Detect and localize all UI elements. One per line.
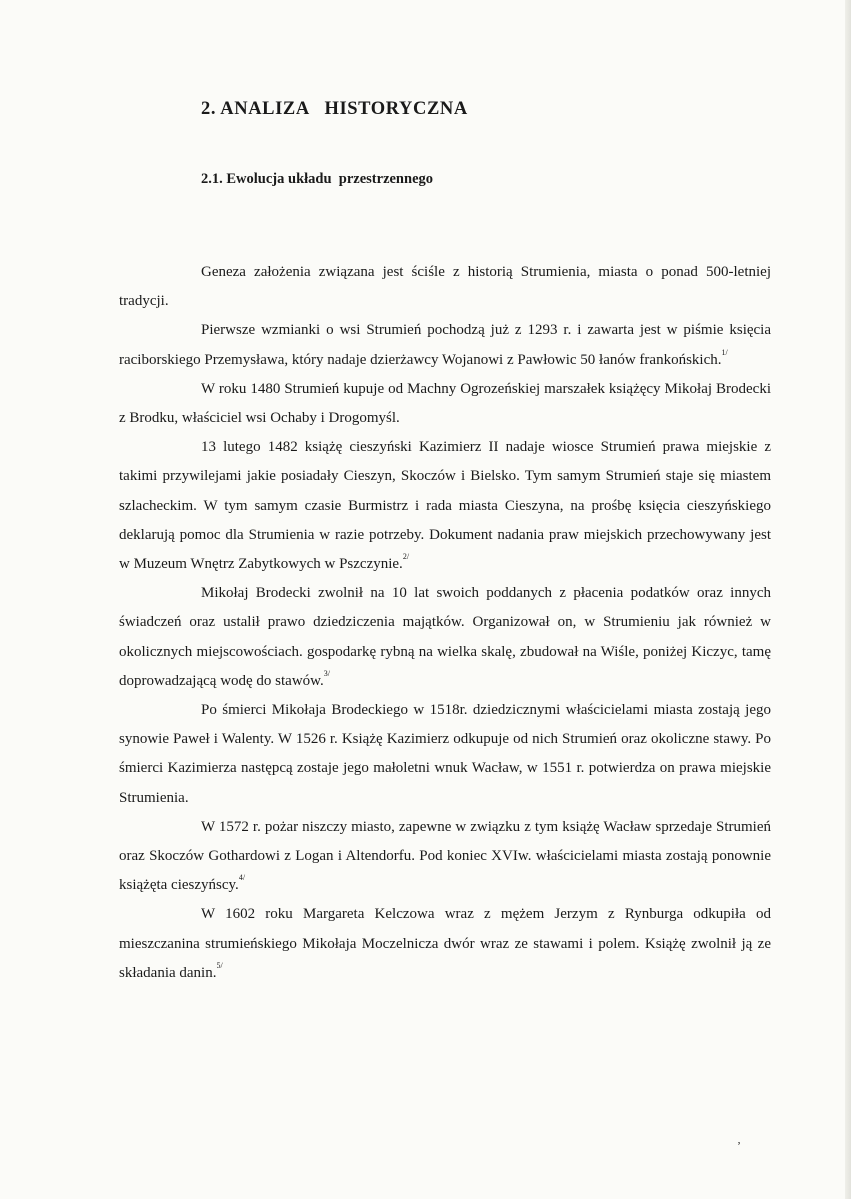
paragraph-text: W 1602 roku Margareta Kelczowa wraz z mężem Jerzym z Rynburga odkupiła od mieszczanina strumieńskiego Mikołaja Moczelnicza dwór wraz ze stawami i polem. Książę zwolnił ją ze składania danin.	[119, 906, 771, 981]
footnote-ref: 4/	[238, 873, 246, 883]
page-edge	[845, 0, 851, 1199]
paragraph	[119, 900, 771, 988]
paragraph-text: 13 lutego 1482 książę cieszyński Kazimierz II nadaje wiosce Strumień prawa miejskie z takimi przywilejami jakie posiadały Cieszyn, Skoczów i Bielsko. Tym samym Strumień staje się miastem szlacheckim. W tym samym czasie Burmistrz i rada miasta Cieszyna, na prośbę księcia cieszyńskiego deklarują pomoc dla Strumienia w razie potrzeby. Dokument nadania praw miejskich przechowywany jest w Muzeum Wnętrz Zabytkowych w Pszczynie.	[119, 439, 771, 573]
paragraph	[119, 696, 771, 813]
paragraph-text: Mikołaj Brodecki zwolnił na 10 lat swoich poddanych z płacenia podatków oraz innych świadczeń oraz ustalił prawo dziedziczenia majątków. Organizował on, w Strumieniu jak również w okolicznych miejscowościach. gospodarkę rybną na wielka skalę, zbudował na Wiśle, poniżej Kiczyc, tamę doprowadzającą wodę do stawów.	[119, 585, 771, 689]
paragraph-text: W 1572 r. pożar niszczy miasto, zapewne w związku z tym książę Wacław sprzedaje Strumień oraz Skoczów Gothardowi z Logan i Altendorfu. Pod koniec XVIw. właścicielami miasta zostają ponownie książęta cieszyńscy.	[119, 818, 771, 894]
paragraph	[119, 433, 771, 579]
paragraph-text: W roku 1480 Strumień kupuje od Machny Ogrozeńskiej marszałek książęcy Mikołaj Brodecki z Brodku, właściciel wsi Ochaby i Drogomyśl.	[119, 380, 771, 427]
paragraph	[119, 258, 771, 316]
paragraph	[119, 316, 771, 374]
page-mark: ‚	[737, 1132, 741, 1146]
paragraph	[119, 375, 771, 433]
footnote-ref: 1/	[721, 347, 728, 357]
section-heading: 2. ANALIZA HISTORYCZNA	[201, 99, 468, 119]
paragraph	[119, 579, 771, 696]
subsection-heading: 2.1. Ewolucja układu przestrzennego	[201, 171, 433, 187]
footnote-ref: 3/	[323, 668, 331, 678]
paragraph-text: Geneza założenia związana jest ściśle z historią Strumienia, miasta o ponad 500-letniej tradycji.	[119, 264, 771, 310]
footnote-ref: 5/	[216, 960, 223, 970]
footnote-ref: 2/	[402, 552, 410, 562]
paragraph	[119, 813, 771, 901]
paragraph-text: Po śmierci Mikołaja Brodeckiego w 1518r. dziedzicznymi właścicielami miasta zostają jego synowie Paweł i Walenty. W 1526 r. Książę Kazimierz odkupuje od nich Strumień oraz okoliczne stawy. Po śmierci Kazimierza następcą zostaje jego małoletni wnuk Wacław, w 1551 r. potwierdza on prawa miejskie Strumienia.	[119, 702, 771, 806]
body-text	[119, 258, 771, 988]
paragraph-text: Pierwsze wzmianki o wsi Strumień pochodzą już z 1293 r. i zawarta jest w piśmie księcia raciborskiego Przemysława, który nadaje dzierżawcy Wojanowi z Pawłowic 50 łanów frankońskich.	[119, 322, 771, 368]
